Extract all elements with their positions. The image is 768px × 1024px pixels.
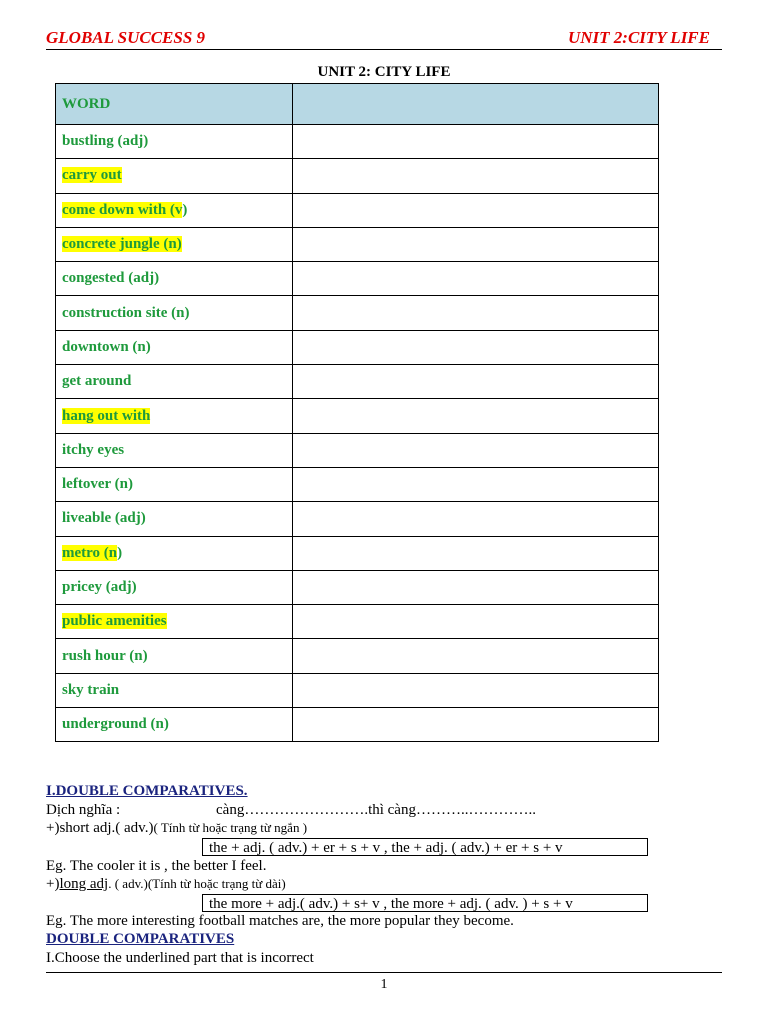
long-adj-label: long adj	[59, 876, 109, 892]
table-row	[56, 536, 659, 570]
vocab-word-cell	[56, 125, 293, 159]
header-divider	[46, 49, 722, 50]
table-row	[56, 673, 659, 707]
vocab-meaning-cell[interactable]	[293, 365, 659, 399]
vocab-word-cell	[56, 708, 293, 742]
table-row	[56, 433, 659, 467]
document-title: UNIT 2: CITY LIFE	[317, 64, 451, 80]
vocab-word: sky train	[62, 681, 120, 698]
table-row	[56, 467, 659, 501]
vocab-word-highlighted: carry out	[62, 167, 122, 184]
vocab-word: congested (adj)	[62, 270, 160, 287]
vocabulary-table	[55, 83, 659, 742]
table-header-meaning	[293, 84, 659, 125]
table-row	[56, 296, 659, 330]
long-adj-prefix: +)	[46, 876, 60, 892]
exercise-instruction: I.Choose the underlined part that is incorrect	[46, 950, 314, 966]
table-row	[56, 502, 659, 536]
table-row	[56, 639, 659, 673]
table-row	[56, 330, 659, 364]
header-subject: GLOBAL SUCCESS 9	[46, 28, 206, 47]
meaning-value: càng…………………….thì càng………..…………..	[216, 802, 536, 818]
long-adj-line	[46, 876, 286, 893]
vocab-word: liveable (adj)	[62, 510, 146, 527]
vocab-meaning-cell[interactable]	[293, 708, 659, 742]
vocab-word-highlighted: come down with (v	[62, 201, 183, 218]
vocab-word-cell	[56, 399, 293, 433]
vocab-word-cell	[56, 467, 293, 501]
vocab-word-cell	[56, 605, 293, 639]
long-adj-note: (Tính từ hoặc trạng từ dài)	[147, 876, 286, 891]
section-title-exercise: DOUBLE COMPARATIVES	[46, 931, 235, 947]
vocab-meaning-cell[interactable]	[293, 467, 659, 501]
vocab-word-cell	[56, 433, 293, 467]
vocab-word: underground (n)	[62, 716, 169, 733]
vocab-meaning-cell[interactable]	[293, 125, 659, 159]
vocab-word-cell	[56, 502, 293, 536]
table-row	[56, 365, 659, 399]
vocab-meaning-cell[interactable]	[293, 502, 659, 536]
vocab-meaning-cell[interactable]	[293, 536, 659, 570]
vocab-meaning-cell[interactable]	[293, 639, 659, 673]
vocab-word-suffix: )	[117, 544, 123, 561]
vocab-word-cell	[56, 365, 293, 399]
vocab-word: downtown (n)	[62, 338, 151, 355]
vocab-word: construction site (n)	[62, 304, 190, 321]
table-row	[56, 708, 659, 742]
vocab-word-highlighted: concrete jungle (n)	[62, 236, 182, 253]
table-header-row	[56, 84, 659, 125]
long-adj-rest: . ( adv.)	[108, 876, 148, 891]
short-adj-note: ( Tính từ hoặc trạng từ ngắn )	[153, 820, 308, 835]
vocab-meaning-cell[interactable]	[293, 296, 659, 330]
vocab-word-cell	[56, 193, 293, 227]
page-number: 1	[380, 977, 388, 992]
formula-long-adj: the more + adj.( adv.) + s+ v , the more + adj. ( adv. ) + s + v	[202, 894, 648, 912]
vocab-word-highlighted: metro (n	[62, 544, 118, 561]
vocab-word-suffix: )	[182, 201, 188, 218]
vocab-word: itchy eyes	[62, 441, 125, 458]
vocab-word-cell	[56, 296, 293, 330]
vocab-meaning-cell[interactable]	[293, 330, 659, 364]
section-title-double-comparatives: I.DOUBLE COMPARATIVES.	[46, 783, 248, 799]
table-row	[56, 193, 659, 227]
vocab-word: pricey (adj)	[62, 579, 137, 595]
table-header-word: WORD	[56, 84, 293, 125]
vocab-word-highlighted: hang out with	[62, 407, 151, 424]
vocab-word-highlighted: public amenities	[62, 613, 167, 630]
footer-divider	[46, 972, 722, 973]
meaning-line	[46, 802, 536, 819]
vocab-word-cell	[56, 159, 293, 193]
header-unit: UNIT 2:CITY LIFE	[568, 28, 710, 47]
vocab-meaning-cell[interactable]	[293, 227, 659, 261]
formula-short-adj: the + adj. ( adv.) + er + s + v , the + adj. ( adv.) + er + s + v	[202, 838, 648, 856]
meaning-label: Dịch nghĩa :	[46, 802, 121, 818]
short-adj-label: +)short adj.( adv.)	[46, 820, 154, 836]
table-row	[56, 399, 659, 433]
vocab-word-cell	[56, 227, 293, 261]
vocab-meaning-cell[interactable]	[293, 605, 659, 639]
vocab-word-cell	[56, 639, 293, 673]
table-row	[56, 570, 659, 604]
table-row	[56, 227, 659, 261]
table-row	[56, 262, 659, 296]
vocab-meaning-cell[interactable]	[293, 570, 659, 604]
vocab-word-cell	[56, 536, 293, 570]
short-adj-line	[46, 820, 307, 837]
vocab-word-cell	[56, 673, 293, 707]
vocab-word: leftover (n)	[62, 476, 133, 493]
table-row	[56, 125, 659, 159]
vocab-word: get around	[62, 373, 132, 390]
table-row	[56, 605, 659, 639]
example-long: Eg. The more interesting football matches are, the more popular they become.	[46, 913, 514, 929]
table-row	[56, 159, 659, 193]
vocab-meaning-cell[interactable]	[293, 193, 659, 227]
vocab-meaning-cell[interactable]	[293, 159, 659, 193]
vocab-word: bustling (adj)	[62, 133, 149, 150]
vocab-meaning-cell[interactable]	[293, 262, 659, 296]
vocab-word-cell	[56, 570, 293, 604]
vocab-meaning-cell[interactable]	[293, 399, 659, 433]
vocab-word: rush hour (n)	[62, 647, 148, 664]
example-short: Eg. The cooler it is , the better I feel.	[46, 858, 267, 874]
vocab-meaning-cell[interactable]	[293, 433, 659, 467]
vocab-word-cell	[56, 262, 293, 296]
vocab-word-cell	[56, 330, 293, 364]
vocab-meaning-cell[interactable]	[293, 673, 659, 707]
